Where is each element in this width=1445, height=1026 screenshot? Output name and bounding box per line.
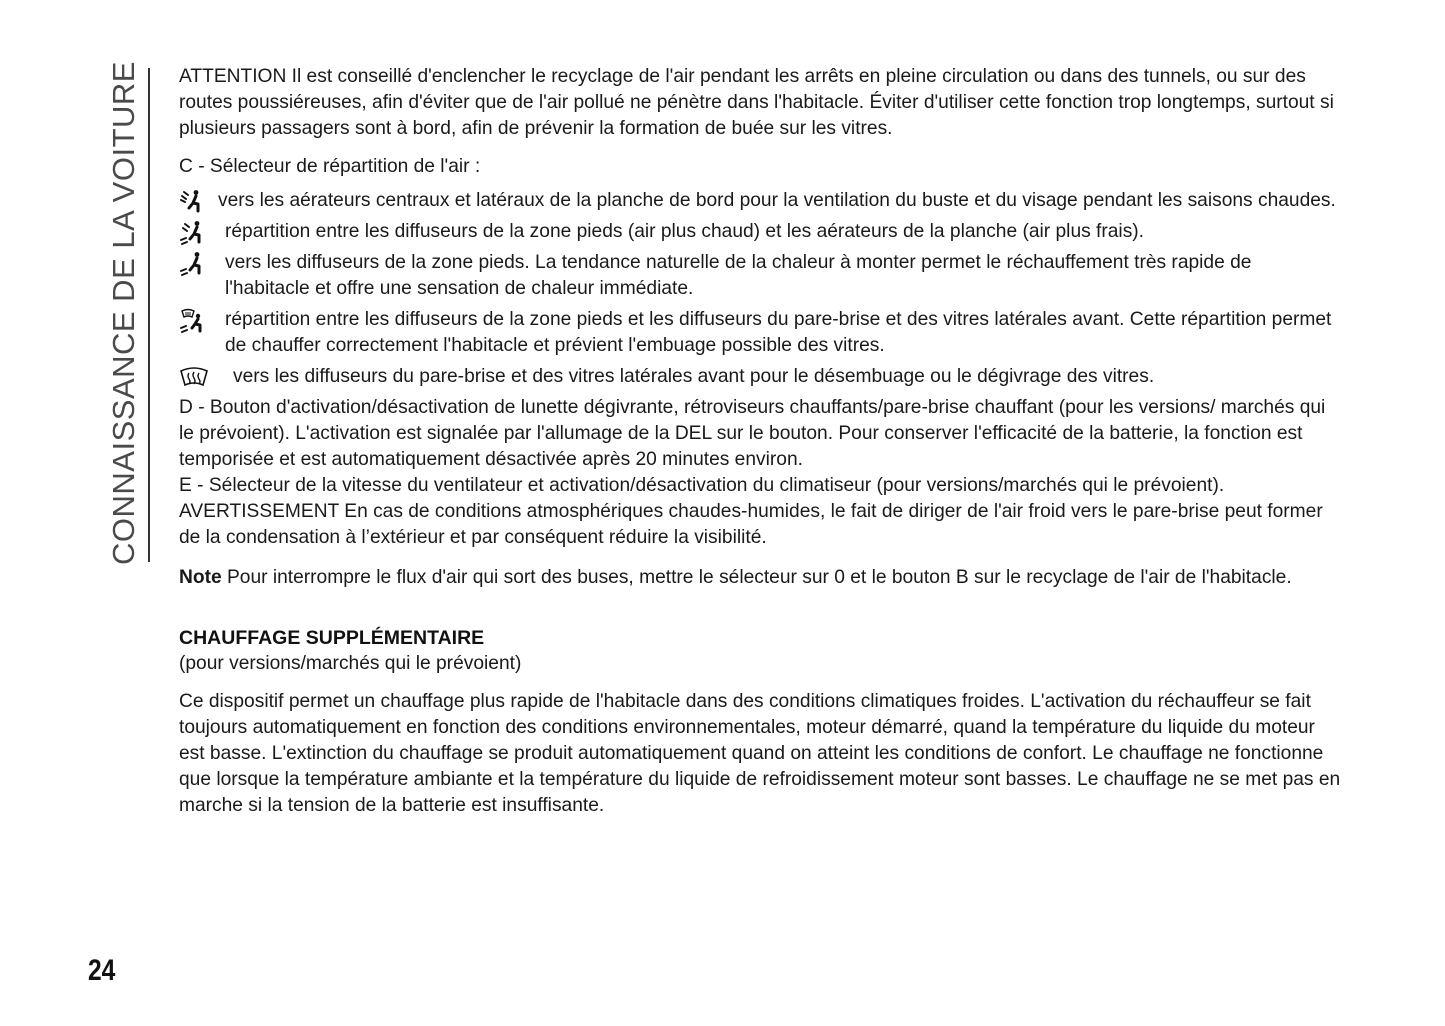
windscreen-defrost-icon bbox=[179, 365, 205, 391]
note-label: Note bbox=[179, 567, 222, 588]
attention-paragraph: ATTENTION Il est conseillé d'enclencher le recyclage de l'air pendant les arrêts en pleine circulation ou dans des tunnels, ou sur des routes poussiéreuses, afin d'éviter que de l'air pollué ne pénètre dans l'habitacle. Éviter d'utiliser cette fonction trop longtemps, surtout si plusieurs passagers sont à bord, afin de prévenir la formation de buée sur les vitres. bbox=[179, 66, 1334, 139]
page-number: 24 bbox=[88, 954, 116, 987]
warning-paragraph: AVERTISSEMENT En cas de conditions atmosphériques chaudes-humides, le fait de diriger de l'air froid vers le pare-brise peut former de la condensation à l’extérieur et par conséquent réduire la visibilité. bbox=[179, 501, 1323, 548]
feet-windscreen-vent-icon bbox=[179, 308, 205, 334]
distribution-item bbox=[179, 364, 1341, 390]
note-text: Pour interrompre le flux d'air qui sort des buses, mettre le sélecteur sur 0 et le bouton B sur le recyclage de l'air de l'habitacle. bbox=[221, 567, 1292, 588]
distribution-item bbox=[179, 188, 1341, 214]
distribution-item bbox=[179, 307, 1341, 359]
page-content bbox=[179, 64, 1341, 819]
face-vent-icon bbox=[179, 189, 205, 215]
section-subheading: (pour versions/marchés qui le prévoient) bbox=[179, 653, 522, 674]
button-d-paragraph: D - Bouton d'activation/désactivation de lunette dégivrante, rétroviseurs chauffants/pare-brise chauffant (pour les versions/ marchés qui le prévoient). L'activation est signalée par l'allumage de la DEL sur le bouton. Pour conserver l'efficacité de la batterie, la fonction est temporisée et est automatiquement désactivée après 20 minutes environ. bbox=[179, 397, 1326, 470]
selector-e-paragraph: E - Sélecteur de la vitesse du ventilateur et activation/désactivation du climatiseur (pour versions/marchés qui le prévoient). bbox=[179, 475, 1225, 496]
chapter-side-title bbox=[104, 61, 144, 565]
note-paragraph bbox=[179, 565, 1341, 591]
feet-vent-icon bbox=[179, 251, 205, 277]
selector-c-intro: C - Sélecteur de répartition de l'air : bbox=[179, 156, 481, 177]
distribution-item-text: vers les aérateurs centraux et latéraux de la planche de bord pour la ventilation du buste et du visage pendant les saisons chaudes. bbox=[218, 190, 1336, 211]
distribution-item-text: vers les diffuseurs de la zone pieds. La tendance naturelle de la chaleur à monter permet le réchauffement très rapide de l'habitacle et offre une sensation de chaleur immédiate. bbox=[225, 252, 1252, 299]
face-feet-vent-icon bbox=[179, 220, 205, 246]
distribution-item-text: vers les diffuseurs du pare-brise et des vitres latérales avant pour le désembuage ou le dégivrage des vitres. bbox=[233, 366, 1155, 387]
distribution-item bbox=[179, 219, 1341, 245]
section-body: Ce dispositif permet un chauffage plus rapide de l'habitacle dans des conditions climatiques froides. L'activation du réchauffeur se fait toujours automatiquement en fonction des conditions environnementales, moteur démarré, quand la température du liquide du moteur est basse. L'extinction du chauffage se produit automatiquement quand on atteint les conditions de confort. Le chauffage ne fonctionne que lorsque la température ambiante et la température du liquide de refroidissement moteur sont basses. Le chauffage ne se met pas en marche si la tension de la batterie est insuffisante. bbox=[179, 691, 1341, 816]
section-heading: CHAUFFAGE SUPPLÉMENTAIRE bbox=[179, 627, 485, 649]
distribution-item-text: répartition entre les diffuseurs de la zone pieds (air plus chaud) et les aérateurs de la planche (air plus frais). bbox=[225, 221, 1145, 242]
distribution-item-text: répartition entre les diffuseurs de la zone pieds et les diffuseurs du pare-brise et des vitres latérales avant. Cette répartition permet de chauffer correctement l'habitacle et prévient l'embuage possible des vitres. bbox=[225, 309, 1332, 356]
chapter-side-rule bbox=[148, 68, 150, 562]
distribution-item bbox=[179, 250, 1341, 302]
chapter-side-title-text: CONNAISSANCE DE LA VOITURE bbox=[106, 61, 142, 565]
